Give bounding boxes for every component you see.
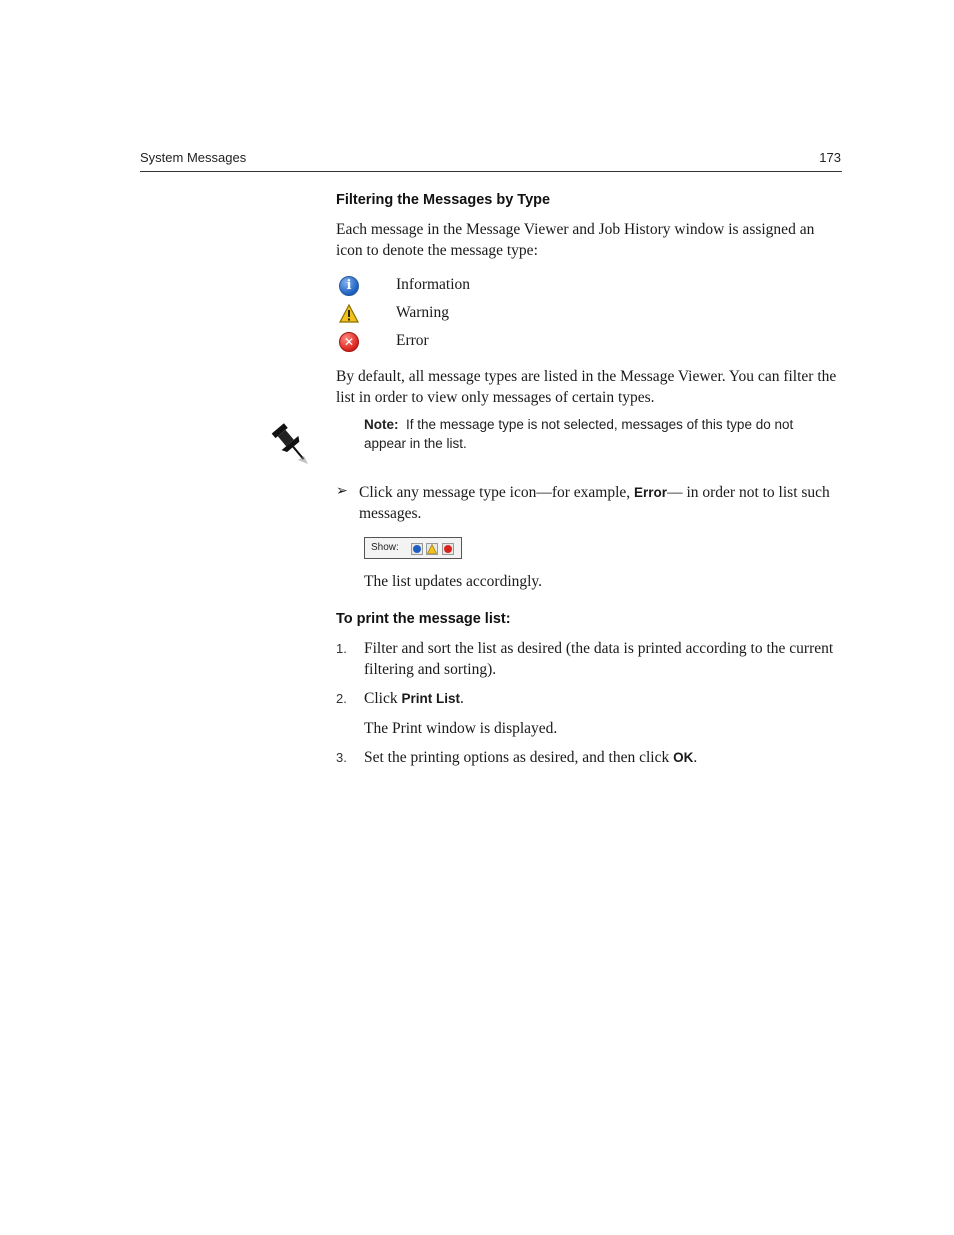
show-label: Show: — [371, 542, 399, 553]
show-information-toggle[interactable] — [411, 543, 423, 555]
ui-term-print-list: Print List — [401, 691, 460, 706]
text-run: Click — [364, 690, 402, 707]
header-rule — [140, 171, 842, 172]
step-number: 2. — [336, 691, 347, 706]
filter-step-text — [359, 482, 844, 524]
step-2-result: The Print window is displayed. — [364, 720, 558, 737]
error-icon: ✕ — [339, 332, 359, 352]
step-2-text — [364, 688, 839, 709]
running-title: System Messages — [140, 150, 247, 165]
note-text: If the message type is not selected, messages of this type do not appear in the list. — [364, 417, 794, 451]
step-number: 1. — [336, 641, 347, 656]
step-1-text: Filter and sort the list as desired (the data is printed according to the current filtering and sorting). — [364, 640, 834, 678]
warning-icon — [427, 544, 437, 554]
warning-icon — [339, 304, 359, 324]
section-heading: Filtering the Messages by Type — [336, 192, 551, 208]
ui-term-error: Error — [634, 485, 668, 500]
pushpin-icon — [268, 420, 312, 466]
step-3-text — [364, 747, 839, 768]
step-bullet: ➢ — [336, 484, 348, 499]
error-icon — [444, 545, 452, 553]
show-error-toggle[interactable] — [442, 543, 454, 555]
type-row-warning — [339, 304, 839, 326]
intro-paragraph: Each message in the Message Viewer and Job History window is assigned an icon to denote the message type: — [336, 221, 815, 259]
filter-result: The list updates accordingly. — [364, 573, 543, 590]
text-run: Click any message type icon—for example, — [359, 484, 635, 501]
note-block — [364, 416, 834, 453]
ui-term-ok: OK — [673, 750, 694, 765]
information-icon: i — [339, 276, 359, 296]
information-icon — [413, 545, 421, 553]
note-label: Note: — [364, 417, 399, 432]
text-run: Set the printing options as desired, and then click — [364, 749, 674, 766]
type-label: Warning — [396, 304, 449, 321]
show-filter-bar — [364, 537, 462, 559]
text-run: — in order not to list such messages. — [359, 484, 830, 522]
text-run: . — [459, 690, 464, 707]
type-row-information — [339, 276, 839, 298]
step-number: 3. — [336, 750, 347, 765]
procedure-heading: To print the message list: — [336, 611, 511, 627]
text-run: . — [693, 749, 698, 766]
type-label: Error — [396, 332, 429, 349]
page-number: 173 — [819, 150, 841, 165]
type-row-error — [339, 332, 839, 354]
type-label: Information — [396, 276, 471, 293]
show-warning-toggle[interactable] — [426, 543, 438, 555]
default-paragraph: By default, all message types are listed in the Message Viewer. You can filter the list in order to view only messages of certain types. — [336, 368, 837, 406]
